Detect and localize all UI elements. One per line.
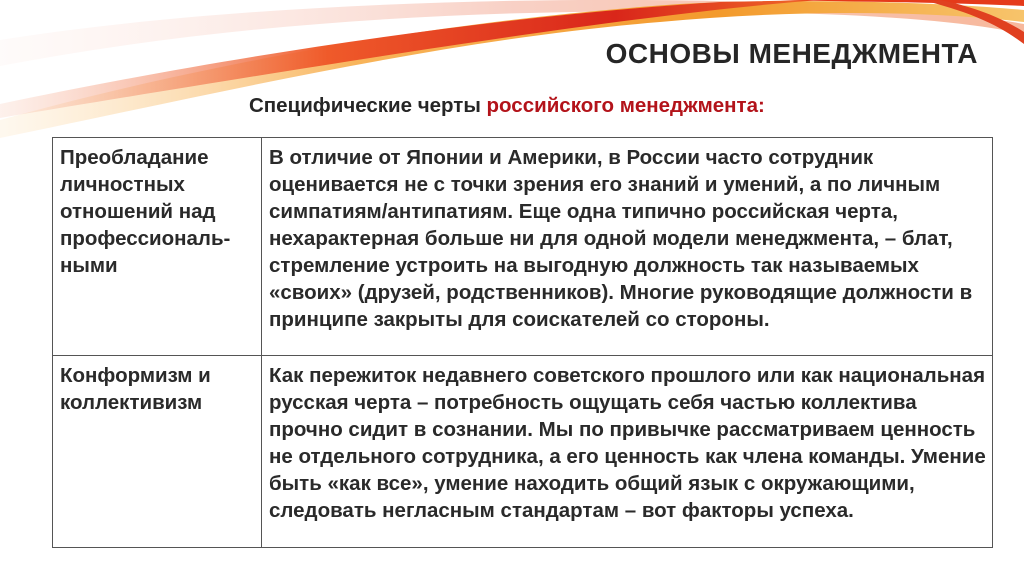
feature-cell: Преобладание личностных отношений над профессиональ-ными <box>53 138 262 356</box>
table-row <box>53 356 993 548</box>
page-subtitle <box>249 94 765 118</box>
feature-cell: Конформизм и коллективизм <box>53 356 262 548</box>
page-title: ОСНОВЫ МЕНЕДЖМЕНТА <box>605 38 978 69</box>
description-cell: Как пережиток недавнего советского прошлого или как национальная русская черта – потребность ощущать себя частью коллектива прочно сидит в сознании. Мы по привычке рассматриваем ценность не отдельного сотрудника, а его ценность как члена команды. Умение быть «как все», умение находить общий язык с окружающими, следовать негласным стандартам – вот факторы успеха. <box>262 356 993 548</box>
features-table <box>52 137 993 548</box>
subtitle-highlight: российского менеджмента: <box>486 94 765 117</box>
description-cell: В отличие от Японии и Америки, в России часто сотрудник оценивается не с точки зрения его знаний и умений, а по личным симпатиям/антипатиям. Еще одна типично российская черта, нехарактерная больше ни для одной модели менеджмента, – блат, стремление устроить на выгодную должность так называемых «своих» (друзей, родственников). Многие руководящие должности в принципе закрыты для соискателей со стороны. <box>262 138 993 356</box>
table-row <box>53 138 993 356</box>
decorative-swoosh <box>0 0 1024 140</box>
subtitle-text: Специфические черты <box>249 94 487 117</box>
